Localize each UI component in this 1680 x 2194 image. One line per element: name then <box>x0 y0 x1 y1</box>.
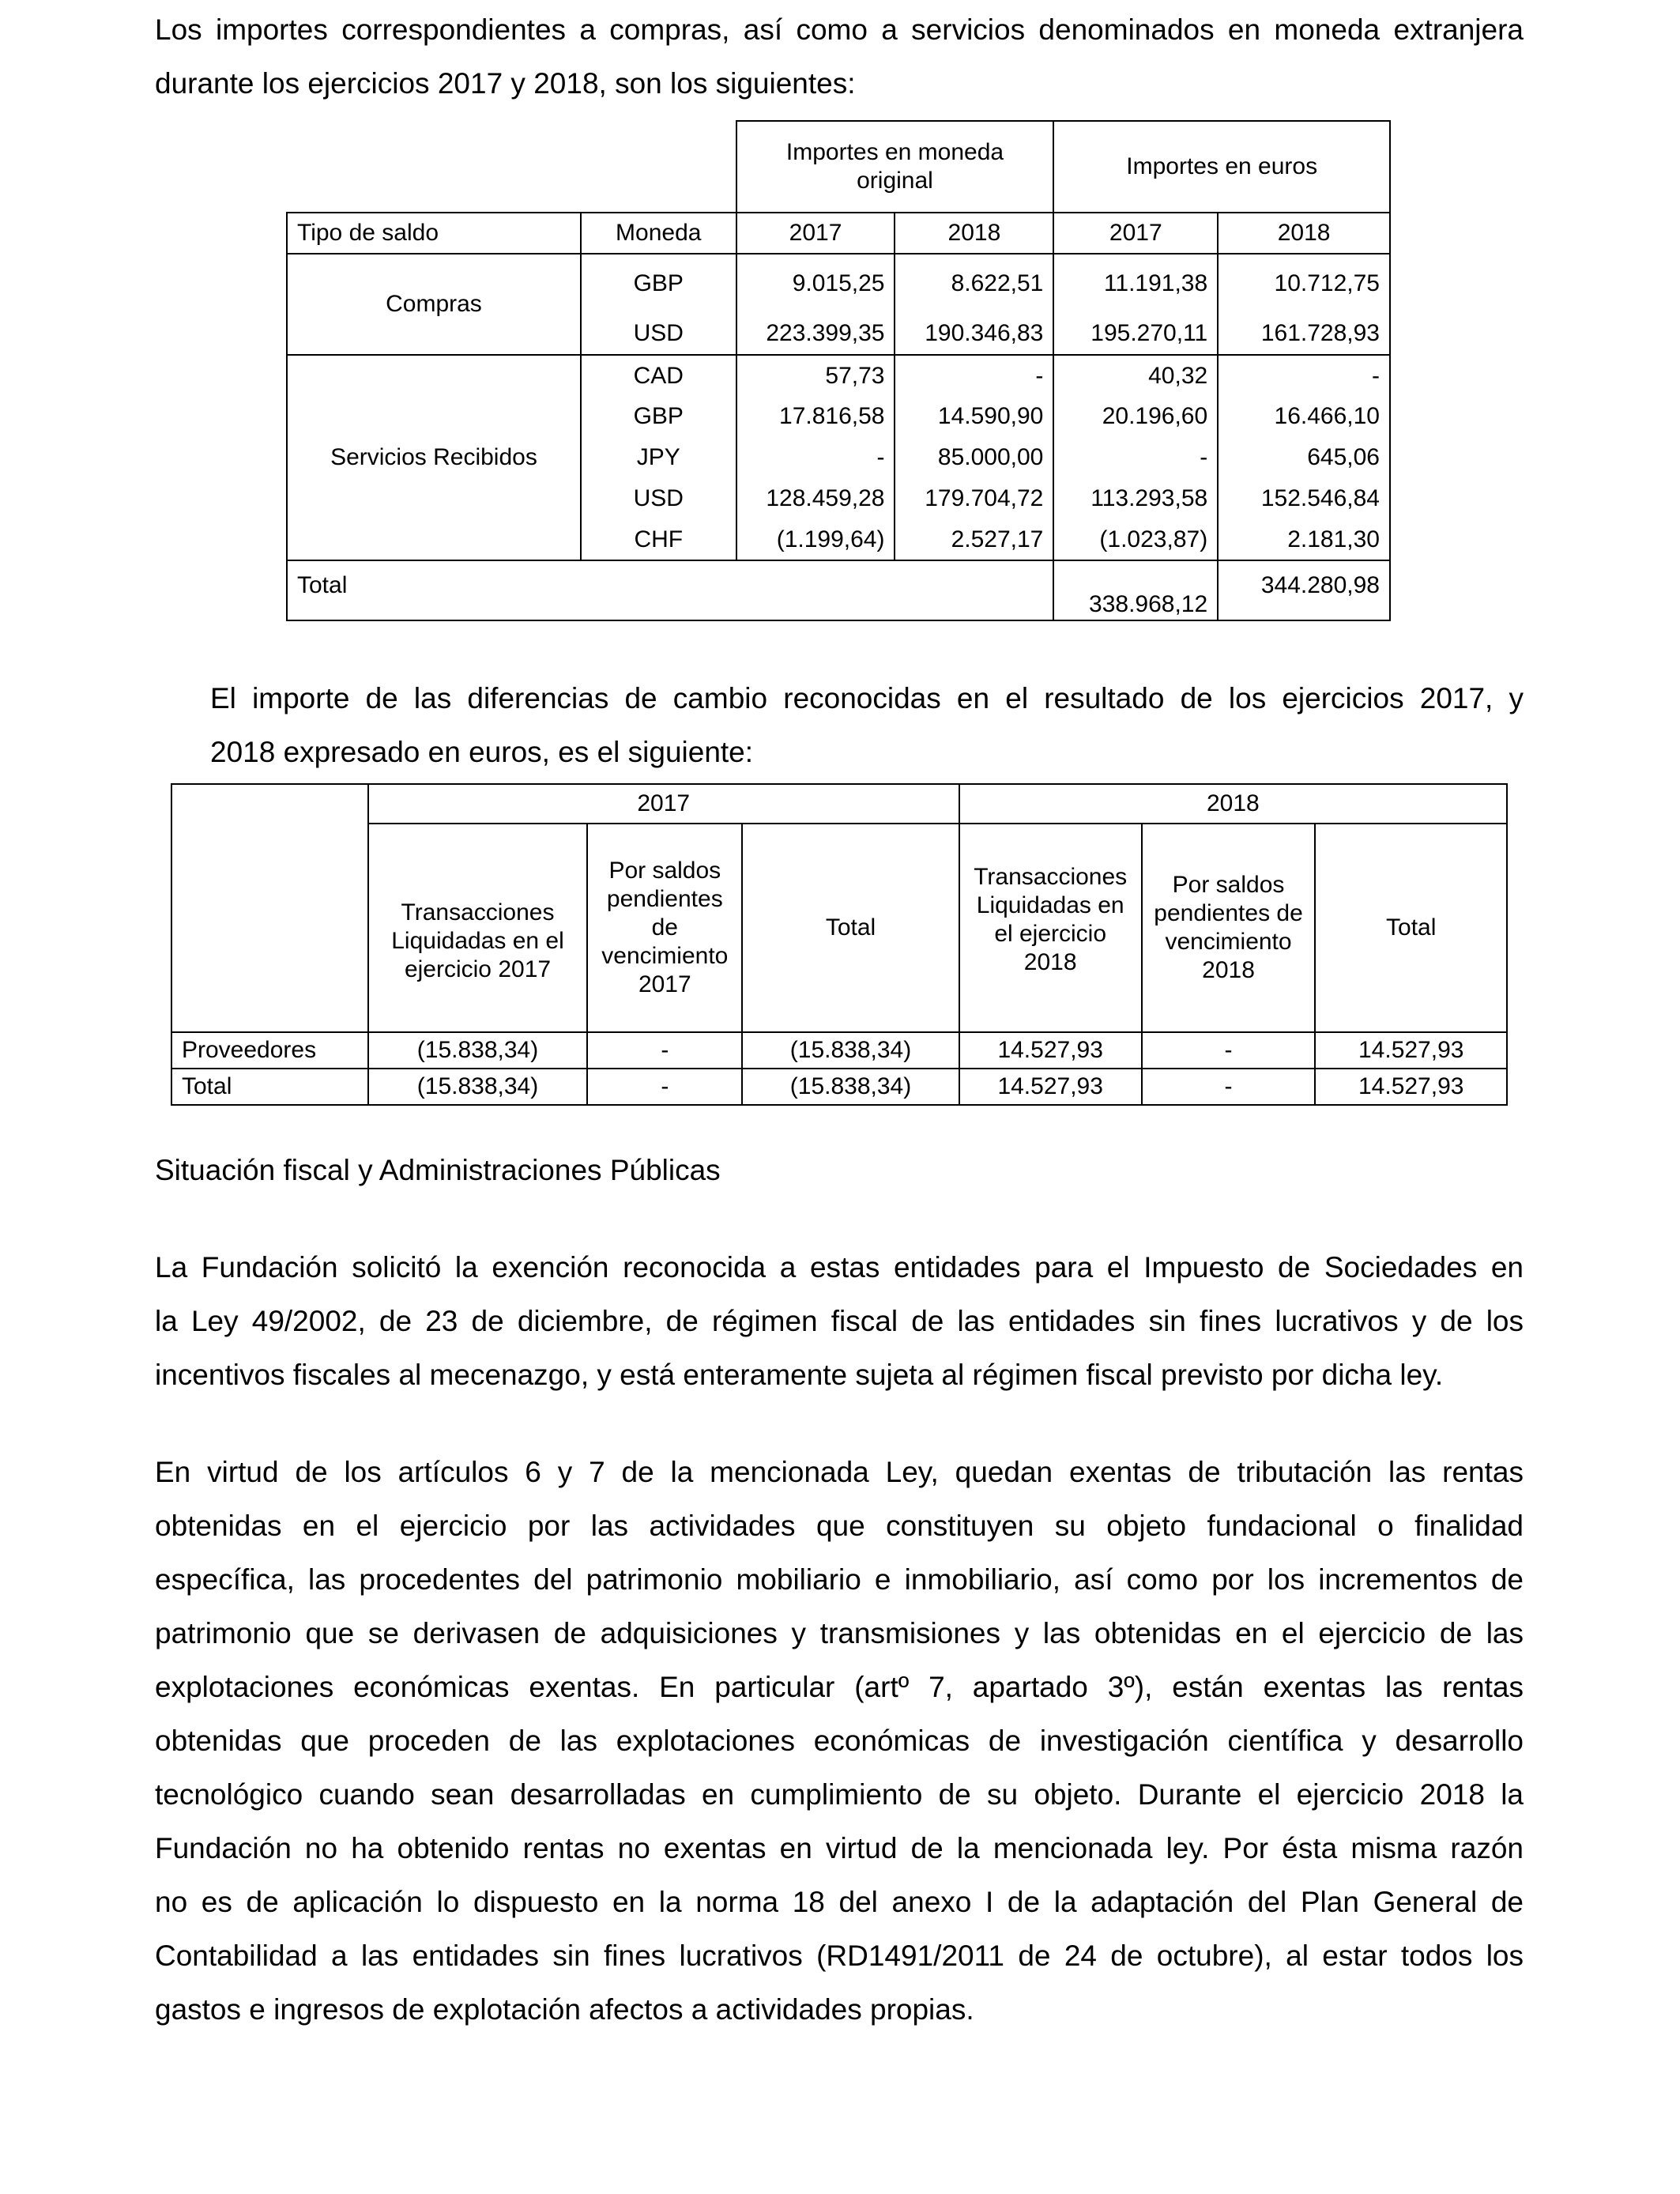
cell-value: (15.838,34) <box>742 1032 959 1069</box>
fiscal-paragraph-2 <box>155 1446 1524 2037</box>
cell-value: - <box>736 437 895 478</box>
cell-value: (15.838,34) <box>368 1032 588 1069</box>
table-row <box>287 254 1390 312</box>
cell-value: 152.546,84 <box>1218 478 1390 519</box>
header-importes-moneda-original: Importes en moneda original <box>736 121 1054 213</box>
cell-value: 113.293,58 <box>1053 478 1218 519</box>
cell-value: 8.622,51 <box>895 254 1053 312</box>
cell-moneda: GBP <box>581 396 736 437</box>
cell-value: - <box>1142 1032 1316 1069</box>
table-row <box>287 355 1390 396</box>
cell-value: 14.527,93 <box>959 1032 1142 1069</box>
mid-line-1: El importe de las diferencias de cambio reconocidas en el resultado de los ejercicios 2017, y <box>210 682 1524 714</box>
cell-moneda: CHF <box>581 519 736 560</box>
header-importes-euros: Importes en euros <box>1053 121 1390 213</box>
header-eur-2017: 2017 <box>1053 213 1218 254</box>
cell-value: 2.527,17 <box>895 519 1053 560</box>
header-saldos-pendientes-2018: Por saldos pendientes de vencimiento 2018 <box>1142 824 1316 1032</box>
header-tipo-saldo: Tipo de saldo <box>287 213 581 254</box>
header-orig-2017: 2017 <box>736 213 895 254</box>
table-row <box>171 1032 1507 1069</box>
empty-header-cell <box>171 784 368 824</box>
para2-line: no es de aplicación lo dispuesto en la norma 18 del anexo I de la adaptación del Plan General de <box>155 1886 1524 1918</box>
header-transacciones-2017: Transacciones Liquidadas en el ejercicio 2017 <box>368 824 588 1032</box>
cell-value: 10.712,75 <box>1218 254 1390 312</box>
cell-moneda: JPY <box>581 437 736 478</box>
header-year-2018: 2018 <box>959 784 1507 824</box>
cell-value: - <box>587 1032 742 1069</box>
para1-line: incentivos fiscales al mecenazgo, y está enteramente sujeta al régimen fiscal previsto por dicha ley. <box>155 1359 1444 1391</box>
header-moneda: Moneda <box>581 213 736 254</box>
header-saldos-pendientes-2017: Por saldos pendientes de vencimiento 2017 <box>587 824 742 1032</box>
row-group-compras: Compras <box>287 254 581 355</box>
para1-line: La Fundación solicitó la exención reconocida a estas entidades para el Impuesto de Sociedades en <box>155 1251 1524 1284</box>
cell-value: 11.191,38 <box>1053 254 1218 312</box>
para1-line: la Ley 49/2002, de 23 de diciembre, de régimen fiscal de las entidades sin fines lucrativos y de los <box>155 1305 1524 1337</box>
foreign-currency-table <box>286 120 1391 621</box>
row-label-total: Total <box>171 1069 368 1105</box>
cell-moneda: USD <box>581 478 736 519</box>
intro-line-2: durante los ejercicios 2017 y 2018, son los siguientes: <box>155 67 856 100</box>
para2-line: específica, las procedentes del patrimonio mobiliario e inmobiliario, así como por los incrementos de <box>155 1563 1524 1596</box>
cell-value: 57,73 <box>736 355 895 396</box>
para2-line: Contabilidad a las entidades sin fines lucrativos (RD1491/2011 de 24 de octubre), al estar todos los <box>155 1940 1524 1972</box>
row-label-proveedores: Proveedores <box>171 1032 368 1069</box>
cell-value: 40,32 <box>1053 355 1218 396</box>
para2-line: obtenidas que proceden de las explotaciones económicas de investigación científica y desarrollo <box>155 1725 1524 1757</box>
para2-line: gastos e ingresos de explotación afectos a actividades propias. <box>155 1993 974 2026</box>
cell-value: 16.466,10 <box>1218 396 1390 437</box>
cell-value: 190.346,83 <box>895 312 1053 355</box>
cell-value: (15.838,34) <box>742 1069 959 1105</box>
cell-value: 20.196,60 <box>1053 396 1218 437</box>
total-eur-2018: 344.280,98 <box>1218 560 1390 620</box>
cell-moneda: USD <box>581 312 736 355</box>
cell-value: - <box>1218 355 1390 396</box>
cell-value: 85.000,00 <box>895 437 1053 478</box>
header-eur-2018: 2018 <box>1218 213 1390 254</box>
cell-moneda: GBP <box>581 254 736 312</box>
cell-value: 14.527,93 <box>1315 1069 1507 1105</box>
cell-value: 223.399,35 <box>736 312 895 355</box>
cell-value: - <box>1053 437 1218 478</box>
cell-value: (15.838,34) <box>368 1069 588 1105</box>
header-transacciones-2018: Transacciones Liquidadas en el ejercicio 2018 <box>959 824 1142 1032</box>
section-title: Situación fiscal y Administraciones Públicas <box>155 1154 721 1186</box>
cell-value: 14.590,90 <box>895 396 1053 437</box>
empty-header-cell <box>287 121 736 213</box>
total-eur-2017: 338.968,12 <box>1053 560 1218 620</box>
mid-line-2: 2018 expresado en euros, es el siguiente: <box>210 736 754 768</box>
fiscal-paragraph-1 <box>155 1241 1524 1402</box>
cell-value: 161.728,93 <box>1218 312 1390 355</box>
cell-value: 17.816,58 <box>736 396 895 437</box>
cell-value: (1.023,87) <box>1053 519 1218 560</box>
intro-paragraph <box>155 3 1524 111</box>
cell-value: - <box>587 1069 742 1105</box>
cell-value: 14.527,93 <box>1315 1032 1507 1069</box>
exchange-diff-paragraph <box>210 672 1524 779</box>
row-group-servicios: Servicios Recibidos <box>287 355 581 560</box>
header-total-2017: Total <box>742 824 959 1032</box>
cell-value: 2.181,30 <box>1218 519 1390 560</box>
cell-value: - <box>1142 1069 1316 1105</box>
para2-line: Fundación no ha obtenido rentas no exentas en virtud de la mencionada ley. Por ésta misma razón <box>155 1832 1524 1864</box>
intro-line-1: Los importes correspondientes a compras, así como a servicios denominados en moneda extranjera <box>155 13 1524 46</box>
cell-value: - <box>895 355 1053 396</box>
empty-header-cell <box>171 824 368 1032</box>
cell-value: 9.015,25 <box>736 254 895 312</box>
table-row-total <box>171 1069 1507 1105</box>
cell-value: (1.199,64) <box>736 519 895 560</box>
table-row-total <box>287 560 1390 620</box>
header-orig-2018: 2018 <box>895 213 1053 254</box>
para2-line: En virtud de los artículos 6 y 7 de la mencionada Ley, quedan exentas de tributación las rentas <box>155 1456 1524 1488</box>
cell-value: 179.704,72 <box>895 478 1053 519</box>
para2-line: explotaciones económicas exentas. En particular (artº 7, apartado 3º), están exentas las rentas <box>155 1671 1524 1703</box>
total-label: Total <box>287 560 1053 620</box>
para2-line: tecnológico cuando sean desarrolladas en cumplimiento de su objeto. Durante el ejercicio 2018 la <box>155 1778 1524 1811</box>
cell-moneda: CAD <box>581 355 736 396</box>
cell-value: 645,06 <box>1218 437 1390 478</box>
header-total-2018: Total <box>1315 824 1507 1032</box>
header-year-2017: 2017 <box>368 784 959 824</box>
exchange-differences-table <box>171 783 1508 1106</box>
cell-value: 14.527,93 <box>959 1069 1142 1105</box>
cell-value: 128.459,28 <box>736 478 895 519</box>
para2-line: patrimonio que se derivasen de adquisiciones y transmisiones y las obtenidas en el ejercicio de las <box>155 1617 1524 1649</box>
cell-value: 195.270,11 <box>1053 312 1218 355</box>
para2-line: obtenidas en el ejercicio por las actividades que constituyen su objeto fundacional o finalidad <box>155 1510 1524 1542</box>
